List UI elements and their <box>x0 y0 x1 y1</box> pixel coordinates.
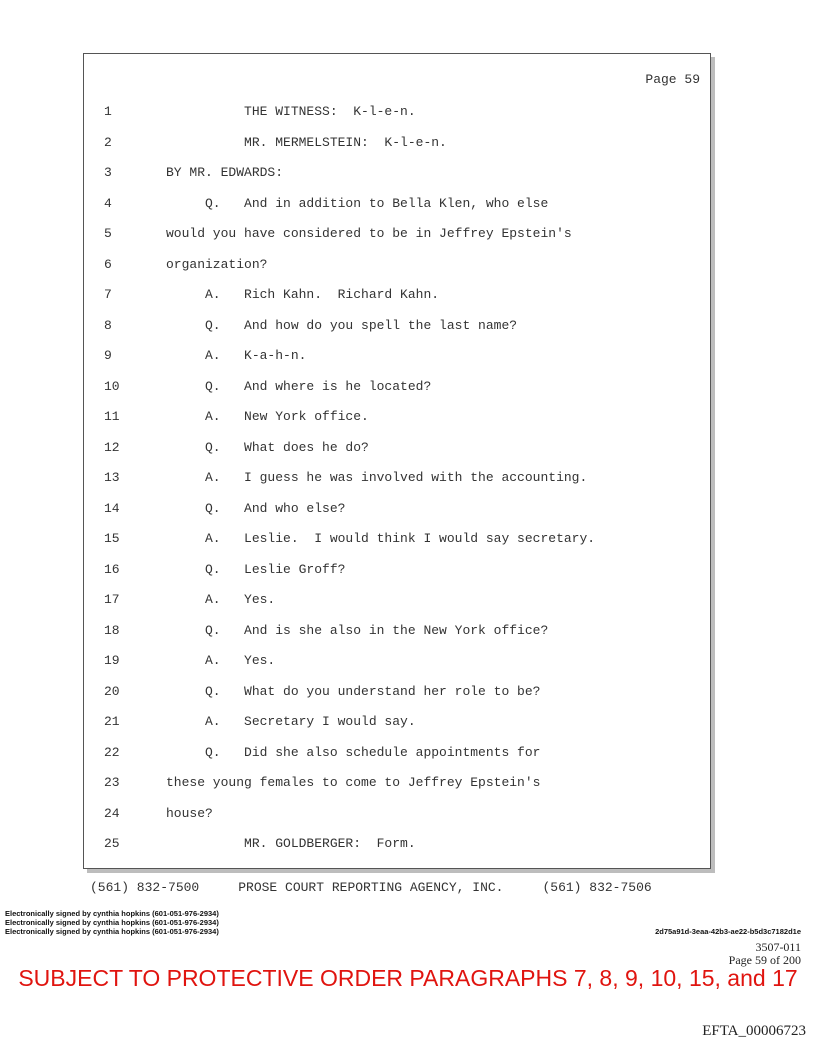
signature-block <box>5 909 219 936</box>
line-number: 2 <box>104 134 112 150</box>
line-text: A. Rich Kahn. Richard Kahn. <box>166 287 440 302</box>
signature-line: Electronically signed by cynthia hopkins (601-051-976-2934) <box>5 927 219 936</box>
signature-line: Electronically signed by cynthia hopkins (601-051-976-2934) <box>5 909 219 918</box>
line-text: Q. And is she also in the New York office? <box>166 622 549 638</box>
line-text: MR. MERMELSTEIN: K-l-e-n. <box>166 134 447 150</box>
signature-line: Electronically signed by cynthia hopkins (601-051-976-2934) <box>5 918 219 927</box>
transcript-line <box>84 97 710 128</box>
transcript-line <box>84 799 710 830</box>
line-text: Q. And in addition to Bella Klen, who else <box>166 195 549 211</box>
line-text: A. New York office. <box>166 409 369 424</box>
line-text: THE WITNESS: K-l-e-n. <box>166 104 416 119</box>
transcript-line <box>84 768 710 799</box>
line-number: 18 <box>104 622 120 638</box>
line-number: 5 <box>104 226 112 241</box>
transcript-line <box>84 677 710 708</box>
document-hash: 2d75a91d-3eaa-42b3-ae22-b5d3c7182d1e <box>655 927 801 936</box>
line-number: 21 <box>104 714 120 729</box>
line-text: Q. What does he do? <box>166 439 369 455</box>
line-number: 11 <box>104 409 120 424</box>
line-number: 19 <box>104 653 120 668</box>
transcript-line <box>84 829 710 860</box>
line-number: 14 <box>104 500 120 516</box>
line-text: A. Yes. <box>166 592 276 607</box>
line-text: Q. Did she also schedule appointments for <box>166 744 541 760</box>
reporter-footer: (561) 832-7500 PROSE COURT REPORTING AGENCY, INC. (561) 832-7506 <box>90 880 652 895</box>
document-reference <box>729 941 801 967</box>
transcript-line <box>84 219 710 250</box>
transcript-line <box>84 494 710 525</box>
transcript-line <box>84 402 710 433</box>
transcript-lines <box>84 97 710 860</box>
protective-order-notice: SUBJECT TO PROTECTIVE ORDER PARAGRAPHS 7, 8, 9, 10, 15, and 17 <box>18 965 798 991</box>
line-number: 23 <box>104 775 120 790</box>
transcript-line <box>84 311 710 342</box>
line-number: 8 <box>104 317 112 333</box>
line-number: 1 <box>104 104 112 119</box>
transcript-line <box>84 616 710 647</box>
transcript-line <box>84 189 710 220</box>
line-number: 17 <box>104 592 120 607</box>
transcript-line <box>84 433 710 464</box>
line-text: Q. And how do you spell the last name? <box>166 317 518 333</box>
doc-ref: 3507-011 <box>755 940 801 954</box>
transcript-line <box>84 158 710 189</box>
line-text: these young females to come to Jeffrey Epstein's <box>166 775 541 790</box>
line-text: would you have considered to be in Jeffrey Epstein's <box>166 226 572 241</box>
transcript-line <box>84 524 710 555</box>
transcript-line <box>84 555 710 586</box>
efta-id: EFTA_00006723 <box>702 1023 806 1039</box>
transcript-line <box>84 738 710 769</box>
transcript-line <box>84 128 710 159</box>
line-text: Q. And where is he located? <box>166 378 432 394</box>
line-number: 24 <box>104 805 120 821</box>
transcript-line <box>84 250 710 281</box>
line-number: 12 <box>104 439 120 455</box>
line-text: A. Yes. <box>166 653 276 668</box>
transcript-line <box>84 585 710 616</box>
transcript-line <box>84 707 710 738</box>
line-number: 3 <box>104 165 112 180</box>
line-text: organization? <box>166 256 268 272</box>
line-number: 20 <box>104 683 120 699</box>
line-number: 25 <box>104 836 120 851</box>
line-text: A. K-a-h-n. <box>166 348 307 363</box>
line-text: house? <box>166 805 213 821</box>
line-text: Q. Leslie Groff? <box>166 561 346 577</box>
line-number: 9 <box>104 348 112 363</box>
line-number: 4 <box>104 195 112 211</box>
line-number: 10 <box>104 378 120 394</box>
line-number: 13 <box>104 470 120 485</box>
line-text: Q. What do you understand her role to be? <box>166 683 541 699</box>
line-number: 15 <box>104 531 120 546</box>
line-number: 16 <box>104 561 120 577</box>
transcript-line <box>84 463 710 494</box>
line-text: MR. GOLDBERGER: Form. <box>166 836 416 851</box>
line-text: Q. And who else? <box>166 500 346 516</box>
line-text: A. I guess he was involved with the accounting. <box>166 470 588 485</box>
line-number: 6 <box>104 256 112 272</box>
transcript-line <box>84 372 710 403</box>
transcript-line <box>84 646 710 677</box>
line-text: BY MR. EDWARDS: <box>166 165 284 180</box>
transcript-page <box>83 53 711 869</box>
transcript-line <box>84 280 710 311</box>
page-label: Page 59 <box>645 72 700 87</box>
line-text: A. Secretary I would say. <box>166 714 416 729</box>
line-text: A. Leslie. I would think I would say secretary. <box>166 531 596 546</box>
line-number: 22 <box>104 744 120 760</box>
transcript-line <box>84 341 710 372</box>
page-of: Page 59 of 200 <box>728 953 801 967</box>
line-number: 7 <box>104 287 112 302</box>
